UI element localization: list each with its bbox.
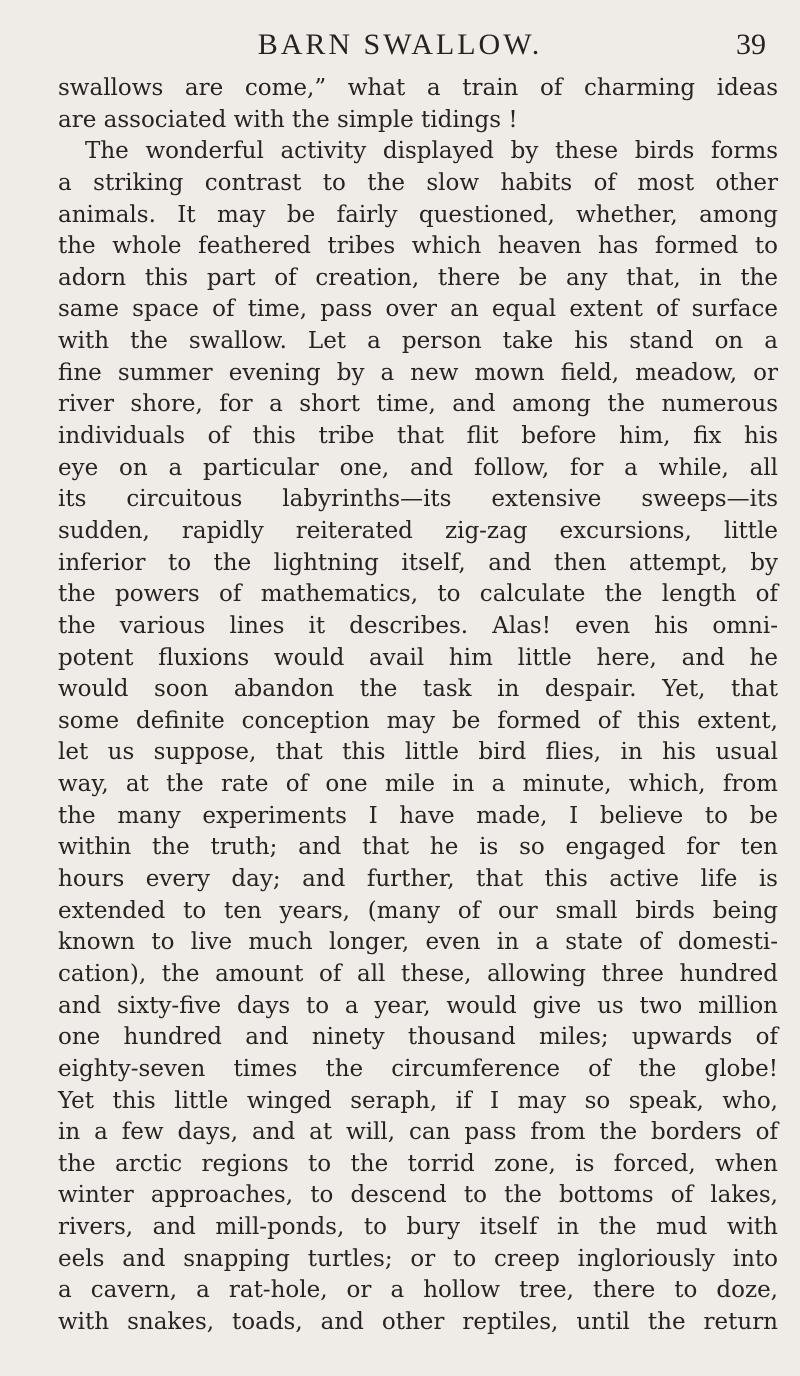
text-line: cation), the amount of all these, allowing three hundred [58, 960, 778, 987]
text-line: swallows are come,” what a train of charming ideas [58, 75, 778, 101]
text-line: rivers, and mill-ponds, to bury itself in the mud with [58, 1214, 778, 1241]
page-number: 39 [736, 28, 766, 61]
text-line: the whole feathered tribes which heaven has formed to [58, 233, 778, 260]
text-line: adorn this part of creation, there be any that, in the [58, 264, 778, 291]
text-line: and sixty-five days to a year, would give us two million [58, 992, 778, 1019]
text-line: eye on a particular one, and follow, for a while, all [58, 454, 778, 481]
text-line: a striking contrast to the slow habits of most other [58, 169, 778, 196]
text-line: its circuitous labyrinths—its extensive sweeps—its [58, 486, 778, 513]
text-line: animals. It may be fairly questioned, whether, among [58, 201, 778, 228]
text-line: winter approaches, to descend to the bottoms of lakes, [58, 1182, 778, 1209]
text-line: the powers of mathematics, to calculate the length of [58, 581, 778, 608]
text-line: in a few days, and at will, can pass from the borders of [58, 1119, 778, 1146]
text-line: with snakes, toads, and other reptiles, until the return [58, 1308, 778, 1335]
text-line: eels and snapping turtles; or to creep ingloriously into [58, 1245, 778, 1272]
body-text [58, 73, 778, 1339]
text-line: hours every day; and further, that this active life is [58, 866, 778, 893]
text-line: way, at the rate of one mile in a minute, which, from [58, 771, 778, 798]
running-title: BARN SWALLOW. [257, 28, 543, 61]
text-line: with the swallow. Let a person take his stand on a [58, 328, 778, 355]
text-line: Yet this little winged seraph, if I may so speak, who, [58, 1087, 778, 1114]
text-line: eighty-seven times the circumference of the globe! [58, 1055, 778, 1082]
text-line: fine summer evening by a new mown field, meadow, or [58, 359, 778, 386]
text-line: would soon abandon the task in despair. Yet, that [58, 676, 778, 703]
running-head [0, 28, 800, 62]
text-line: the many experiments I have made, I believe to be [58, 802, 778, 829]
text-line: the various lines it describes. Alas! even his omni- [58, 612, 778, 639]
text-line: let us suppose, that this little bird flies, in his usual [58, 739, 778, 766]
text-line: inferior to the lightning itself, and then attempt, by [58, 549, 778, 576]
text-line: known to live much longer, even in a state of domesti- [58, 929, 778, 956]
text-line: potent fluxions would avail him little here, and he [58, 644, 778, 671]
text-line: individuals of this tribe that flit before him, fix his [58, 423, 778, 450]
text-line: sudden, rapidly reiterated zig-zag excursions, little [58, 517, 778, 544]
text-line: some definite conception may be formed of this extent, [58, 707, 778, 734]
text-line: a cavern, a rat-hole, or a hollow tree, there to doze, [58, 1277, 778, 1304]
text-line: one hundred and ninety thousand miles; upwards of [58, 1024, 778, 1051]
text-line: river shore, for a short time, and among the numerous [58, 391, 778, 418]
text-line: within the truth; and that he is so engaged for ten [58, 834, 778, 861]
text-line: the arctic regions to the torrid zone, is forced, when [58, 1150, 778, 1177]
text-line: are associated with the simple tidings ! [58, 106, 518, 133]
text-line: same space of time, pass over an equal extent of surface [58, 296, 778, 323]
text-line: extended to ten years, (many of our small birds being [58, 897, 778, 924]
paragraph-first-line: The wonderful activity displayed by these birds forms [85, 138, 778, 165]
